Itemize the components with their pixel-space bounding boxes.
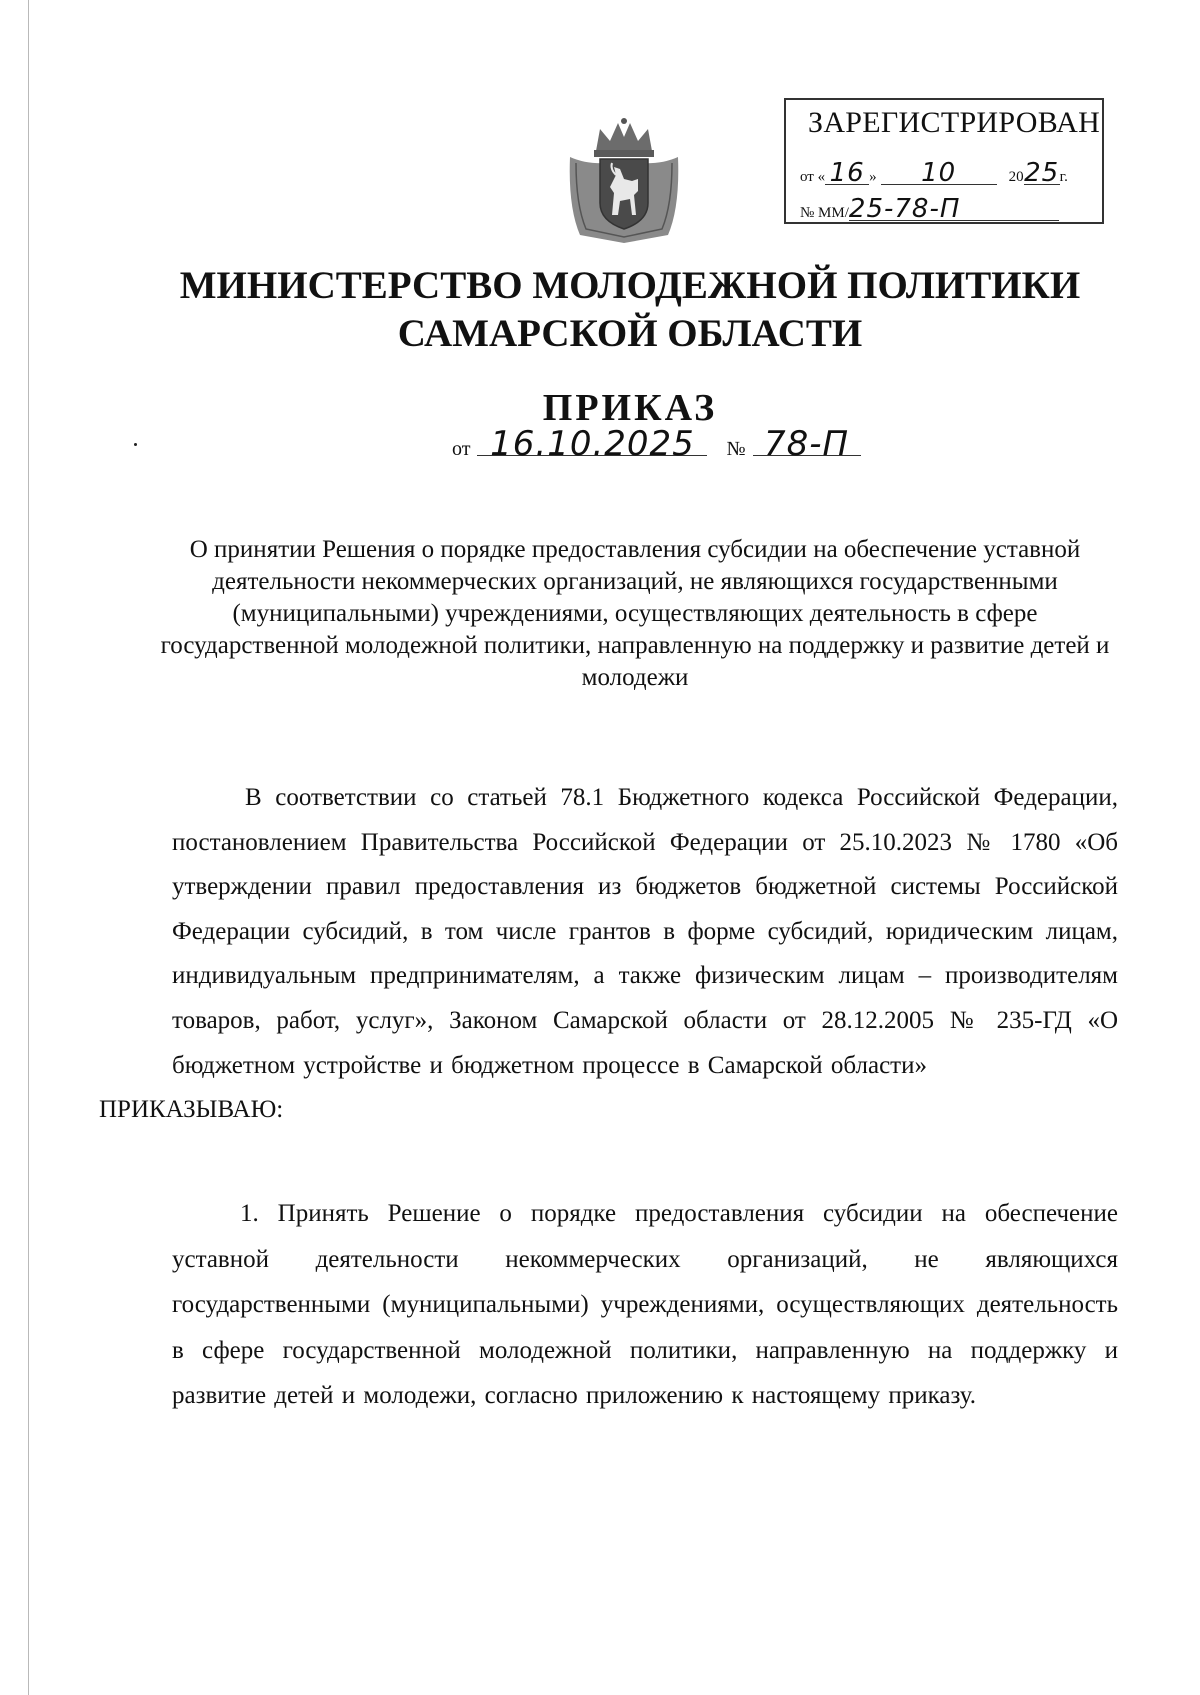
stamp-month: 10 [881,162,997,185]
ministry-title-line1: МИНИСТЕРСТВО МОЛОДЕЖНОЙ ПОЛИТИКИ [179,264,1081,307]
stamp-date-row [800,158,1068,188]
order-item-1: 1. Принять Решение о порядке предоставления субсидии на обеспечение уставной деятельности некоммерческих организаций, не являющихся государственными (муниципальными) учреждениями, осуществляющих деятельность в сфере государственной молодежной политики, направленную на поддержку и развитие детей и молодежи, согласно приложению к настоящему приказу. [172,1200,1118,1409]
order-date-number [452,424,861,464]
stamp-number: 25-78-П [849,198,1059,221]
preamble-text: В соответствии со статьей 78.1 Бюджетного кодекса Российской Федерации, постановлением Правительства Российской Федерации от 25.10.2023 № 1780 «Об утверждении правил предоставления из бюджетов бюджетной системы Российской Федерации субсидий, в том числе грантов в форме субсидий, юридическим лицам, индивидуальным предпринимателям, а также физическим лицам – производителям товаров, работ, услуг», Законом Самарской области от 28.12.2005 № 235-ГД «О бюджетном устройстве и бюджетном процессе в Самарской области» [172,784,1118,1079]
stamp-day: 16 [825,162,869,185]
stamp-year-end: г. [1059,169,1068,185]
stamp-title: ЗАРЕГИСТРИРОВАН [808,106,1101,139]
order-word: ПРИКАЗЫВАЮ: [99,1096,284,1124]
order-date: 16.10.2025 [477,433,707,456]
document-subject: О принятии Решения о порядке предоставления субсидии на обеспечение уставной деятельности некоммерческих организаций, не являющихся государственными (муниципальными) учреждениями, осуществляющих деятельность в сфере государственной молодежной политики, направленную на поддержку и развитие детей и молодежи [160,536,1110,691]
registration-stamp [784,98,1104,224]
samara-region-coat-of-arms-icon [566,117,682,245]
stamp-day-close: » [869,169,877,185]
ministry-title [0,262,1200,358]
preamble-paragraph [99,776,1118,1133]
stamp-year-suffix: 25 [1024,158,1060,188]
stamp-year-prefix: 20 [1008,169,1024,185]
order-date-label: от [452,438,471,460]
stamp-from-label: от « [800,169,826,185]
stamp-number-row [800,194,1059,224]
order-number: 78-П [753,433,861,456]
order-number-label: № [726,438,746,460]
stamp-number-label: № ММ/ [800,205,849,221]
scan-speck [134,443,137,446]
document-type: ПРИКАЗ [542,387,718,429]
ministry-title-line2: САМАРСКОЙ ОБЛАСТИ [397,312,863,355]
scan-edge-line [28,0,29,1695]
